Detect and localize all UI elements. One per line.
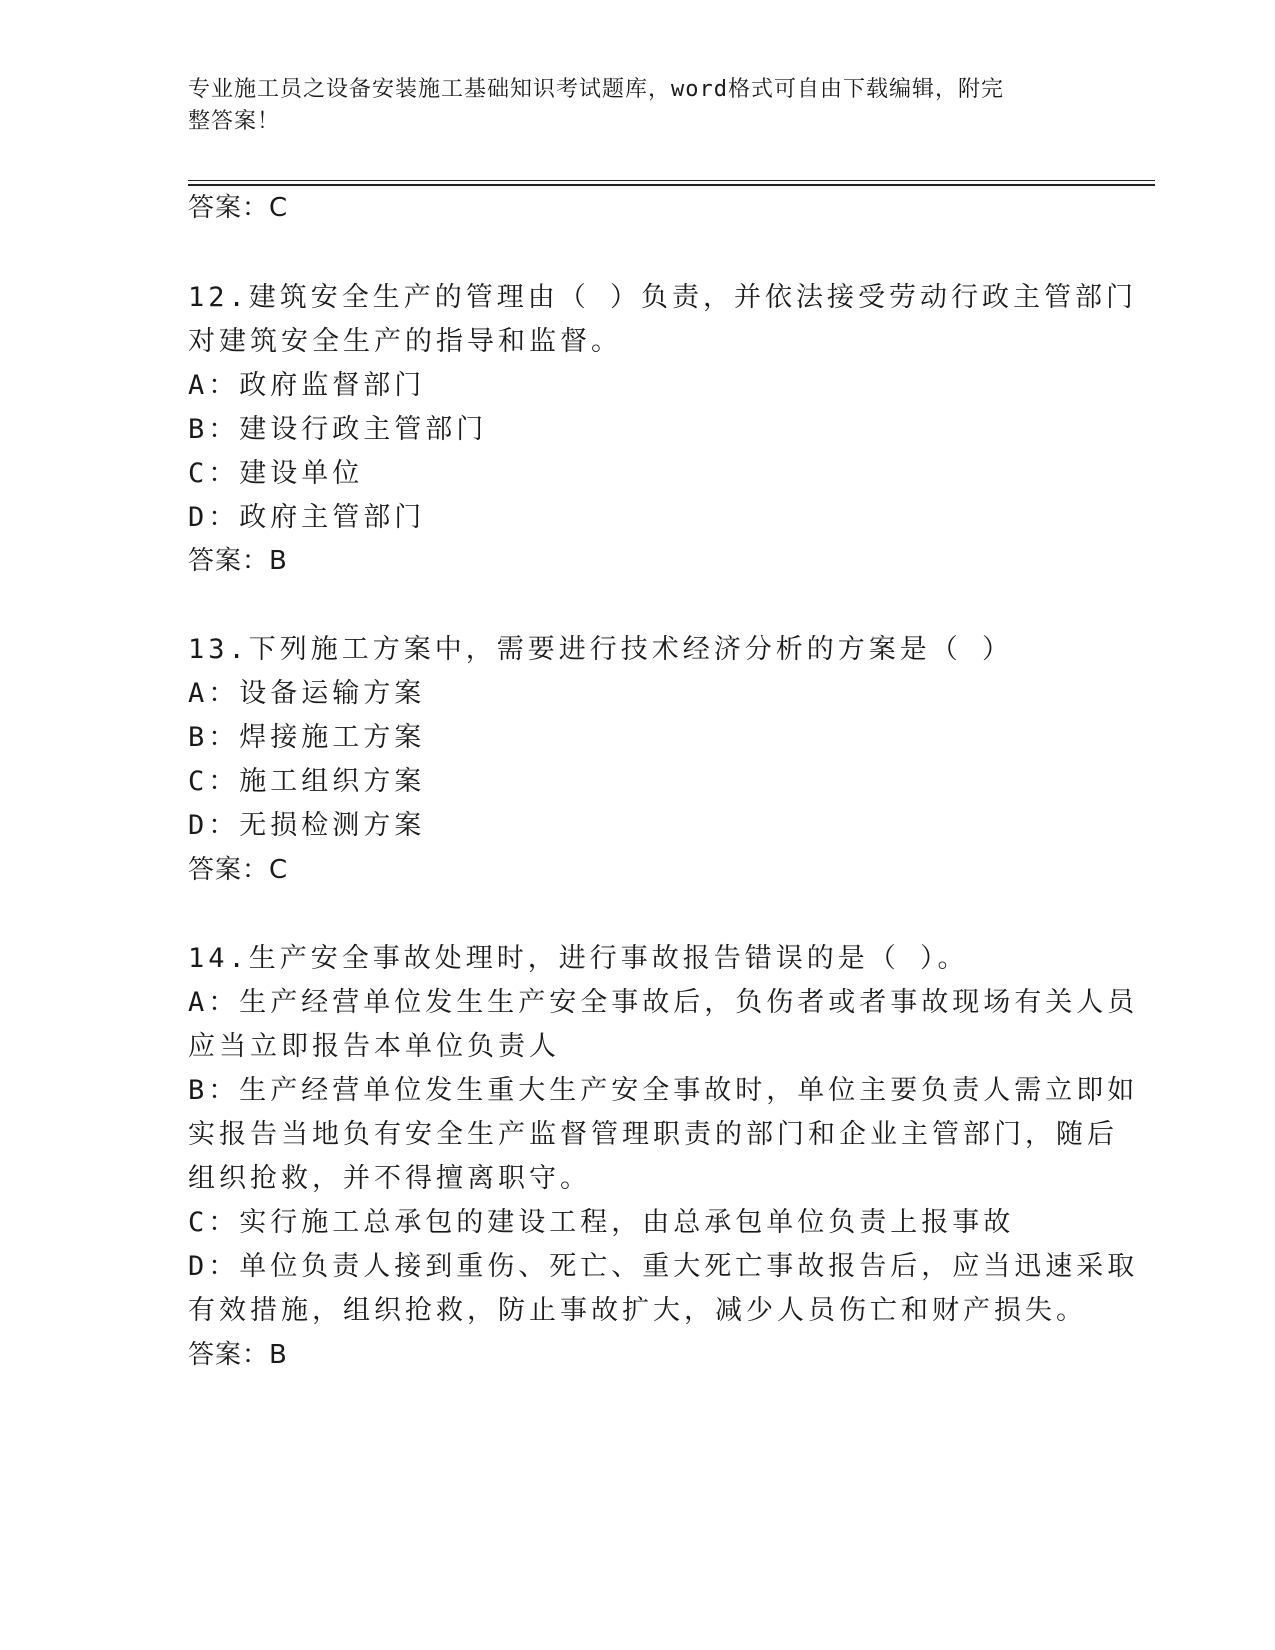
q13-option-d: D：无损检测方案 (188, 810, 426, 841)
q12-stem-line-2: 对建筑安全生产的指导和监督。 (188, 326, 622, 357)
q13-stem-line-1: 13.下列施工方案中，需要进行技术经济分析的方案是（ ） (188, 634, 1014, 665)
q12-option-a: A：政府监督部门 (188, 370, 426, 401)
header-divider-thin (188, 180, 1155, 181)
header-divider-thick (188, 184, 1155, 186)
q12-answer: 答案：B (188, 546, 288, 576)
header-note (188, 74, 1068, 138)
q14-option-a-line-2: 应当立即报告本单位负责人 (188, 1031, 560, 1062)
q14-stem-line-1: 14.生产安全事故处理时，进行事故报告错误的是（ ）。 (188, 943, 969, 974)
q14-answer: 答案：B (188, 1340, 288, 1370)
q12-option-c: C：建设单位 (188, 458, 364, 489)
header-note-line-1: 专业施工员之设备安装施工基础知识考试题库，word格式可自由下载编辑，附完 (188, 77, 1004, 102)
q14-option-a-line-1: A：生产经营单位发生生产安全事故后，负伤者或者事故现场有关人员 (188, 987, 1139, 1018)
header-note-line-2: 整答案！ (188, 109, 281, 134)
q12-option-d: D：政府主管部门 (188, 502, 426, 533)
q14-option-b-line-2: 实报告当地负有安全生产监督管理职责的部门和企业主管部门，随后 (188, 1119, 1118, 1150)
q14-option-b-line-1: B：生产经营单位发生重大生产安全事故时，单位主要负责人需立即如 (188, 1075, 1139, 1106)
q14-option-c: C：实行施工总承包的建设工程，由总承包单位负责上报事故 (188, 1207, 1015, 1238)
previous-question-answer: 答案：C (188, 193, 289, 223)
q14-option-b-line-3: 组织抢救，并不得擅离职守。 (188, 1163, 591, 1194)
q12-option-b: B：建设行政主管部门 (188, 414, 488, 445)
q13-answer: 答案：C (188, 855, 289, 885)
q13-option-b: B：焊接施工方案 (188, 722, 426, 753)
q14-option-d-line-2: 有效措施，组织抢救，防止事故扩大，减少人员伤亡和财产损失。 (188, 1295, 1087, 1326)
q14-option-d-line-1: D：单位负责人接到重伤、死亡、重大死亡事故报告后，应当迅速采取 (188, 1251, 1139, 1282)
q13-option-a: A：设备运输方案 (188, 678, 426, 709)
q12-stem-line-1: 12.建筑安全生产的管理由（ ）负责，并依法接受劳动行政主管部门 (188, 282, 1138, 313)
q13-option-c: C：施工组织方案 (188, 766, 426, 797)
